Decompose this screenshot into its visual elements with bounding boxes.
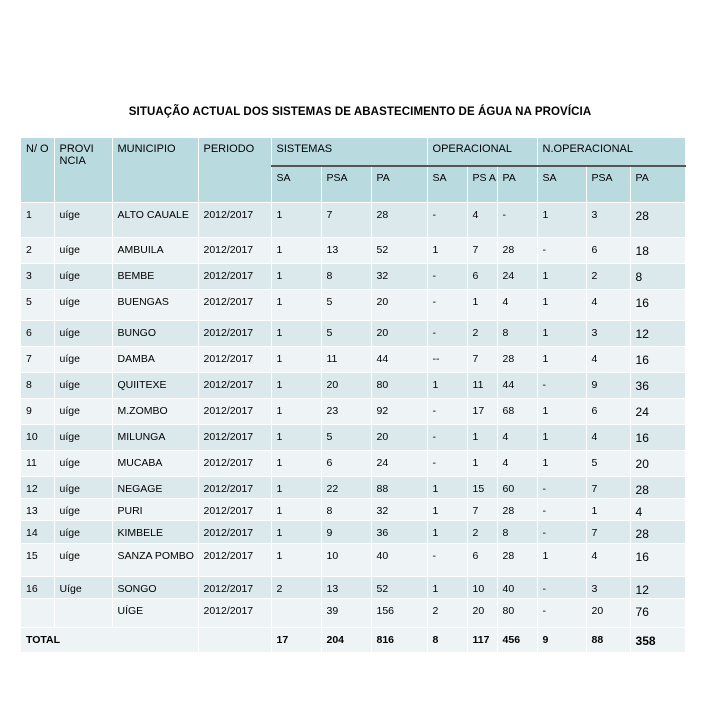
total-sistemas-psa: 204 bbox=[321, 628, 371, 652]
header-sistemas: SISTEMAS bbox=[271, 138, 427, 166]
subheader-sistemas-sa: SA bbox=[271, 166, 321, 203]
cell-sistemas-psa: 5 bbox=[321, 321, 371, 347]
cell-n-operacional-psa: 7 bbox=[586, 477, 630, 499]
cell-sistemas-psa: 7 bbox=[321, 203, 371, 238]
cell-sistemas-psa: 23 bbox=[321, 399, 371, 425]
cell-operacional-sa: - bbox=[427, 203, 467, 238]
cell-periodo: 2012/2017 bbox=[198, 477, 271, 499]
cell-operacional-psa: 1 bbox=[467, 451, 497, 477]
cell-provincia bbox=[54, 599, 112, 628]
total-n-operacional-pa: 358 bbox=[630, 628, 685, 652]
cell-operacional-pa: 44 bbox=[497, 373, 537, 399]
cell-operacional-sa: 2 bbox=[427, 599, 467, 628]
cell-n-operacional-psa: 4 bbox=[586, 290, 630, 321]
cell-operacional-pa: 68 bbox=[497, 399, 537, 425]
header-provincia: PROVI NCIA bbox=[54, 138, 112, 203]
cell-operacional-sa: - bbox=[427, 399, 467, 425]
cell-periodo: 2012/2017 bbox=[198, 499, 271, 521]
cell-sistemas-pa: 80 bbox=[371, 373, 427, 399]
cell-operacional-pa: - bbox=[497, 203, 537, 238]
cell-sistemas-pa: 156 bbox=[371, 599, 427, 628]
cell-operacional-pa: 4 bbox=[497, 451, 537, 477]
cell-operacional-psa: 6 bbox=[467, 264, 497, 290]
cell-n-operacional-sa: 1 bbox=[537, 425, 586, 451]
cell-sistemas-pa: 20 bbox=[371, 290, 427, 321]
cell-no: 13 bbox=[21, 499, 54, 521]
table-row bbox=[21, 425, 685, 451]
cell-operacional-sa: -- bbox=[427, 347, 467, 373]
cell-operacional-psa: 7 bbox=[467, 347, 497, 373]
subheader-operacional-psa: PS A bbox=[467, 166, 497, 203]
cell-no: 6 bbox=[21, 321, 54, 347]
cell-no: 8 bbox=[21, 373, 54, 399]
table-row bbox=[21, 521, 685, 544]
cell-municipio: BUNGO bbox=[112, 321, 198, 347]
cell-no: 7 bbox=[21, 347, 54, 373]
cell-n-operacional-psa: 4 bbox=[586, 425, 630, 451]
table-row bbox=[21, 321, 685, 347]
table-row bbox=[21, 544, 685, 577]
cell-sistemas-sa: 1 bbox=[271, 290, 321, 321]
cell-n-operacional-sa: - bbox=[537, 477, 586, 499]
table-row bbox=[21, 264, 685, 290]
cell-sistemas-sa bbox=[271, 599, 321, 628]
cell-n-operacional-sa: 1 bbox=[537, 321, 586, 347]
cell-sistemas-pa: 32 bbox=[371, 264, 427, 290]
header-no: N/ O bbox=[21, 138, 54, 203]
cell-sistemas-psa: 11 bbox=[321, 347, 371, 373]
cell-n-operacional-pa: 28 bbox=[630, 203, 685, 238]
cell-sistemas-sa: 1 bbox=[271, 238, 321, 264]
cell-sistemas-pa: 24 bbox=[371, 451, 427, 477]
cell-operacional-pa: 4 bbox=[497, 290, 537, 321]
cell-no: 3 bbox=[21, 264, 54, 290]
table-row bbox=[21, 399, 685, 425]
total-operacional-psa: 117 bbox=[467, 628, 497, 652]
cell-sistemas-psa: 10 bbox=[321, 544, 371, 577]
cell-n-operacional-sa: - bbox=[537, 373, 586, 399]
table-body bbox=[21, 203, 685, 652]
cell-sistemas-sa: 1 bbox=[271, 321, 321, 347]
cell-sistemas-pa: 52 bbox=[371, 577, 427, 599]
cell-provincia: uíge bbox=[54, 425, 112, 451]
subheader-sistemas-psa: PSA bbox=[321, 166, 371, 203]
cell-sistemas-psa: 6 bbox=[321, 451, 371, 477]
cell-operacional-psa: 6 bbox=[467, 544, 497, 577]
cell-no: 2 bbox=[21, 238, 54, 264]
cell-n-operacional-pa: 36 bbox=[630, 373, 685, 399]
cell-provincia: Uíge bbox=[54, 577, 112, 599]
cell-provincia: uíge bbox=[54, 499, 112, 521]
cell-sistemas-sa: 1 bbox=[271, 203, 321, 238]
cell-municipio: DAMBA bbox=[112, 347, 198, 373]
cell-operacional-psa: 17 bbox=[467, 399, 497, 425]
cell-n-operacional-sa: 1 bbox=[537, 264, 586, 290]
header-operacional: OPERACIONAL bbox=[427, 138, 537, 166]
cell-periodo: 2012/2017 bbox=[198, 425, 271, 451]
table-row bbox=[21, 203, 685, 238]
cell-sistemas-psa: 22 bbox=[321, 477, 371, 499]
cell-operacional-psa: 20 bbox=[467, 599, 497, 628]
cell-operacional-sa: - bbox=[427, 264, 467, 290]
cell-n-operacional-pa: 8 bbox=[630, 264, 685, 290]
cell-sistemas-pa: 36 bbox=[371, 521, 427, 544]
cell-periodo: 2012/2017 bbox=[198, 599, 271, 628]
total-row bbox=[21, 628, 685, 652]
cell-n-operacional-psa: 3 bbox=[586, 203, 630, 238]
cell-operacional-pa: 24 bbox=[497, 264, 537, 290]
total-sistemas-pa: 816 bbox=[371, 628, 427, 652]
cell-n-operacional-pa: 28 bbox=[630, 521, 685, 544]
cell-provincia: uíge bbox=[54, 321, 112, 347]
table-row bbox=[21, 499, 685, 521]
cell-n-operacional-pa: 12 bbox=[630, 577, 685, 599]
cell-periodo: 2012/2017 bbox=[198, 290, 271, 321]
table-row bbox=[21, 577, 685, 599]
cell-n-operacional-sa: - bbox=[537, 577, 586, 599]
cell-periodo: 2012/2017 bbox=[198, 238, 271, 264]
cell-n-operacional-sa: 1 bbox=[537, 451, 586, 477]
cell-n-operacional-pa: 16 bbox=[630, 347, 685, 373]
subheader-operacional-sa: SA bbox=[427, 166, 467, 203]
cell-sistemas-sa: 1 bbox=[271, 347, 321, 373]
cell-provincia: uíge bbox=[54, 399, 112, 425]
cell-sistemas-psa: 8 bbox=[321, 499, 371, 521]
cell-municipio: ALTO CAUALE bbox=[112, 203, 198, 238]
cell-operacional-psa: 2 bbox=[467, 321, 497, 347]
cell-n-operacional-psa: 3 bbox=[586, 321, 630, 347]
subheader-n-operacional-pa: PA bbox=[630, 166, 685, 203]
header-periodo: PERIODO bbox=[198, 138, 271, 203]
table-row bbox=[21, 238, 685, 264]
cell-operacional-sa: - bbox=[427, 544, 467, 577]
cell-no: 5 bbox=[21, 290, 54, 321]
cell-operacional-pa: 4 bbox=[497, 425, 537, 451]
cell-sistemas-psa: 20 bbox=[321, 373, 371, 399]
cell-periodo: 2012/2017 bbox=[198, 321, 271, 347]
subheader-sistemas-pa: PA bbox=[371, 166, 427, 203]
cell-n-operacional-psa: 20 bbox=[586, 599, 630, 628]
cell-operacional-psa: 1 bbox=[467, 290, 497, 321]
cell-provincia: uíge bbox=[54, 203, 112, 238]
cell-n-operacional-sa: 1 bbox=[537, 290, 586, 321]
cell-periodo: 2012/2017 bbox=[198, 399, 271, 425]
cell-municipio: AMBUILA bbox=[112, 238, 198, 264]
cell-operacional-psa: 15 bbox=[467, 477, 497, 499]
cell-provincia: uíge bbox=[54, 477, 112, 499]
cell-n-operacional-pa: 76 bbox=[630, 599, 685, 628]
total-operacional-sa: 8 bbox=[427, 628, 467, 652]
header-n-operacional: N.OPERACIONAL bbox=[537, 138, 685, 166]
cell-n-operacional-psa: 9 bbox=[586, 373, 630, 399]
cell-n-operacional-psa: 6 bbox=[586, 238, 630, 264]
cell-sistemas-psa: 9 bbox=[321, 521, 371, 544]
cell-sistemas-sa: 1 bbox=[271, 264, 321, 290]
cell-sistemas-pa: 28 bbox=[371, 203, 427, 238]
total-operacional-pa: 456 bbox=[497, 628, 537, 652]
cell-sistemas-pa: 20 bbox=[371, 425, 427, 451]
cell-provincia: uíge bbox=[54, 264, 112, 290]
cell-n-operacional-sa: - bbox=[537, 238, 586, 264]
cell-sistemas-sa: 1 bbox=[271, 451, 321, 477]
cell-operacional-pa: 28 bbox=[497, 238, 537, 264]
cell-sistemas-psa: 5 bbox=[321, 425, 371, 451]
total-periodo-empty bbox=[198, 628, 271, 652]
cell-n-operacional-pa: 4 bbox=[630, 499, 685, 521]
cell-no: 1 bbox=[21, 203, 54, 238]
cell-operacional-pa: 28 bbox=[497, 499, 537, 521]
cell-operacional-pa: 28 bbox=[497, 347, 537, 373]
cell-sistemas-sa: 2 bbox=[271, 577, 321, 599]
cell-sistemas-sa: 1 bbox=[271, 477, 321, 499]
cell-sistemas-pa: 32 bbox=[371, 499, 427, 521]
cell-no: 9 bbox=[21, 399, 54, 425]
cell-operacional-pa: 8 bbox=[497, 521, 537, 544]
cell-sistemas-pa: 44 bbox=[371, 347, 427, 373]
cell-operacional-psa: 1 bbox=[467, 425, 497, 451]
cell-sistemas-sa: 1 bbox=[271, 521, 321, 544]
cell-operacional-sa: 1 bbox=[427, 238, 467, 264]
cell-n-operacional-pa: 18 bbox=[630, 238, 685, 264]
cell-sistemas-psa: 39 bbox=[321, 599, 371, 628]
cell-provincia: uíge bbox=[54, 521, 112, 544]
cell-n-operacional-psa: 4 bbox=[586, 347, 630, 373]
cell-municipio: KIMBELE bbox=[112, 521, 198, 544]
cell-sistemas-pa: 40 bbox=[371, 544, 427, 577]
cell-n-operacional-pa: 16 bbox=[630, 290, 685, 321]
cell-n-operacional-psa: 6 bbox=[586, 399, 630, 425]
cell-provincia: uíge bbox=[54, 544, 112, 577]
cell-no: 11 bbox=[21, 451, 54, 477]
cell-operacional-sa: - bbox=[427, 451, 467, 477]
cell-operacional-psa: 7 bbox=[467, 238, 497, 264]
cell-periodo: 2012/2017 bbox=[198, 521, 271, 544]
cell-periodo: 2012/2017 bbox=[198, 577, 271, 599]
table-row bbox=[21, 290, 685, 321]
header-municipio: MUNICIPIO bbox=[112, 138, 198, 203]
cell-sistemas-pa: 92 bbox=[371, 399, 427, 425]
cell-n-operacional-psa: 1 bbox=[586, 499, 630, 521]
cell-n-operacional-psa: 4 bbox=[586, 544, 630, 577]
cell-operacional-psa: 7 bbox=[467, 499, 497, 521]
cell-operacional-pa: 60 bbox=[497, 477, 537, 499]
cell-operacional-psa: 10 bbox=[467, 577, 497, 599]
cell-sistemas-sa: 1 bbox=[271, 544, 321, 577]
cell-sistemas-sa: 1 bbox=[271, 499, 321, 521]
table-row bbox=[21, 599, 685, 628]
cell-operacional-psa: 11 bbox=[467, 373, 497, 399]
cell-sistemas-pa: 20 bbox=[371, 321, 427, 347]
cell-n-operacional-psa: 3 bbox=[586, 577, 630, 599]
cell-n-operacional-sa: 1 bbox=[537, 203, 586, 238]
cell-n-operacional-pa: 20 bbox=[630, 451, 685, 477]
total-n-operacional-psa: 88 bbox=[586, 628, 630, 652]
cell-n-operacional-sa: - bbox=[537, 599, 586, 628]
cell-operacional-sa: 1 bbox=[427, 499, 467, 521]
cell-no: 10 bbox=[21, 425, 54, 451]
cell-provincia: uíge bbox=[54, 373, 112, 399]
cell-operacional-sa: 1 bbox=[427, 577, 467, 599]
cell-sistemas-pa: 88 bbox=[371, 477, 427, 499]
cell-operacional-psa: 4 bbox=[467, 203, 497, 238]
cell-municipio: MUCABA bbox=[112, 451, 198, 477]
cell-periodo: 2012/2017 bbox=[198, 451, 271, 477]
cell-operacional-sa: - bbox=[427, 321, 467, 347]
cell-operacional-sa: 1 bbox=[427, 373, 467, 399]
cell-operacional-sa: - bbox=[427, 290, 467, 321]
cell-operacional-sa: - bbox=[427, 425, 467, 451]
water-systems-table bbox=[21, 138, 686, 652]
cell-periodo: 2012/2017 bbox=[198, 347, 271, 373]
cell-periodo: 2012/2017 bbox=[198, 373, 271, 399]
cell-sistemas-pa: 52 bbox=[371, 238, 427, 264]
total-label: TOTAL bbox=[21, 628, 198, 652]
cell-sistemas-sa: 1 bbox=[271, 399, 321, 425]
cell-operacional-sa: 1 bbox=[427, 477, 467, 499]
cell-operacional-psa: 2 bbox=[467, 521, 497, 544]
cell-provincia: uíge bbox=[54, 451, 112, 477]
cell-operacional-pa: 40 bbox=[497, 577, 537, 599]
cell-municipio: UÍGE bbox=[112, 599, 198, 628]
cell-n-operacional-pa: 24 bbox=[630, 399, 685, 425]
subheader-n-operacional-psa: PSA bbox=[586, 166, 630, 203]
cell-municipio: QUIITEXE bbox=[112, 373, 198, 399]
cell-municipio: M.ZOMBO bbox=[112, 399, 198, 425]
cell-no: 15 bbox=[21, 544, 54, 577]
cell-n-operacional-sa: 1 bbox=[537, 347, 586, 373]
cell-provincia: uíge bbox=[54, 347, 112, 373]
cell-n-operacional-sa: 1 bbox=[537, 399, 586, 425]
cell-n-operacional-sa: 1 bbox=[537, 544, 586, 577]
cell-provincia: uíge bbox=[54, 238, 112, 264]
cell-periodo: 2012/2017 bbox=[198, 544, 271, 577]
cell-sistemas-psa: 13 bbox=[321, 238, 371, 264]
table-row bbox=[21, 451, 685, 477]
cell-n-operacional-sa: - bbox=[537, 499, 586, 521]
cell-sistemas-sa: 1 bbox=[271, 373, 321, 399]
cell-n-operacional-psa: 2 bbox=[586, 264, 630, 290]
cell-n-operacional-pa: 16 bbox=[630, 544, 685, 577]
cell-operacional-pa: 28 bbox=[497, 544, 537, 577]
cell-periodo: 2012/2017 bbox=[198, 264, 271, 290]
subheader-n-operacional-sa: SA bbox=[537, 166, 586, 203]
cell-n-operacional-pa: 16 bbox=[630, 425, 685, 451]
cell-municipio: MILUNGA bbox=[112, 425, 198, 451]
cell-n-operacional-sa: - bbox=[537, 521, 586, 544]
cell-operacional-pa: 80 bbox=[497, 599, 537, 628]
cell-municipio: BUENGAS bbox=[112, 290, 198, 321]
cell-sistemas-psa: 13 bbox=[321, 577, 371, 599]
cell-operacional-sa: 1 bbox=[427, 521, 467, 544]
cell-provincia: uíge bbox=[54, 290, 112, 321]
cell-municipio: PURI bbox=[112, 499, 198, 521]
cell-n-operacional-psa: 5 bbox=[586, 451, 630, 477]
table-row bbox=[21, 477, 685, 499]
cell-no bbox=[21, 599, 54, 628]
cell-operacional-pa: 8 bbox=[497, 321, 537, 347]
cell-n-operacional-pa: 12 bbox=[630, 321, 685, 347]
cell-sistemas-psa: 5 bbox=[321, 290, 371, 321]
page-title: SITUAÇÃO ACTUAL DOS SISTEMAS DE ABASTECIMENTO DE ÁGUA NA PROVÍCIA bbox=[128, 106, 592, 118]
cell-no: 16 bbox=[21, 577, 54, 599]
cell-sistemas-sa: 1 bbox=[271, 425, 321, 451]
cell-municipio: NEGAGE bbox=[112, 477, 198, 499]
cell-sistemas-psa: 8 bbox=[321, 264, 371, 290]
cell-no: 14 bbox=[21, 521, 54, 544]
subheader-operacional-pa: PA bbox=[497, 166, 537, 203]
cell-periodo: 2012/2017 bbox=[198, 203, 271, 238]
cell-n-operacional-psa: 7 bbox=[586, 521, 630, 544]
cell-no: 12 bbox=[21, 477, 54, 499]
total-n-operacional-sa: 9 bbox=[537, 628, 586, 652]
cell-municipio: SONGO bbox=[112, 577, 198, 599]
cell-municipio: BEMBE bbox=[112, 264, 198, 290]
cell-municipio: SANZA POMBO bbox=[112, 544, 198, 577]
total-sistemas-sa: 17 bbox=[271, 628, 321, 652]
cell-n-operacional-pa: 28 bbox=[630, 477, 685, 499]
table-row bbox=[21, 347, 685, 373]
table-row bbox=[21, 373, 685, 399]
